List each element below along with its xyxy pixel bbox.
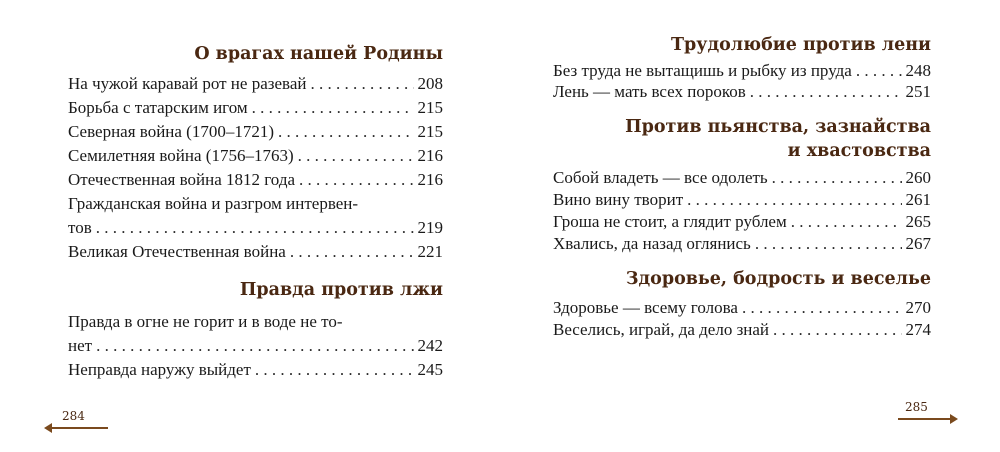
page-ref: 248 xyxy=(905,61,931,80)
page-ref: 216 xyxy=(417,170,443,189)
section-title: Против пьянства, зазнайства xyxy=(625,117,931,137)
toc-entry: Хвались, да назад оглянись . . . 267 xyxy=(553,233,931,255)
toc-entry: Здоровье — всему голова . . . 270 xyxy=(553,297,931,319)
toc-entry: Вино вину творит . . . 261 xyxy=(553,189,931,211)
toc-entry: Лень — мать всех пороков . . . 251 xyxy=(553,81,931,103)
toc-entry: Неправда наружу выйдет . . . 245 xyxy=(68,358,443,382)
toc-entry-line: Гражданская война и разгром интервен- xyxy=(68,194,359,213)
toc-entry: Великая Отечественная война . . . 221 xyxy=(68,240,443,264)
page-ref: 265 xyxy=(905,212,931,231)
page-ref: 215 xyxy=(417,122,443,141)
section-title: и хвастовства xyxy=(787,141,931,161)
page-ref: 245 xyxy=(417,360,443,379)
page-number: 284 xyxy=(62,409,85,423)
page-ref: 219 xyxy=(417,218,443,237)
page-ref: 216 xyxy=(417,146,443,165)
page-ref: 242 xyxy=(417,336,443,355)
page-ref: 270 xyxy=(905,298,931,317)
right-page xyxy=(553,33,931,341)
page-ref: 274 xyxy=(905,320,931,339)
toc-entry: Собой владеть — все одолеть . . . 260 xyxy=(553,167,931,189)
page-ref: 261 xyxy=(905,190,931,209)
toc-entry: На чужой каравай рот не разевай . . . 208 xyxy=(68,72,443,96)
rule-ornament xyxy=(950,414,958,424)
toc-entry: Северная война (1700–1721) . . . 215 xyxy=(68,120,443,144)
toc-entry: Без труда не вытащишь и рыбку из пруда . . . 248 xyxy=(553,60,931,81)
page-ref: 208 xyxy=(417,74,443,93)
page-ref: 251 xyxy=(905,82,931,101)
section-title: Трудолюбие против лени xyxy=(670,35,931,55)
left-page xyxy=(68,42,443,382)
page-ref: 221 xyxy=(417,242,443,261)
toc-entry: Гроша не стоит, а глядит рублем . . . 265 xyxy=(553,211,931,233)
toc-entry: нет . . . 242 xyxy=(68,334,443,358)
toc-entry-line: Правда в огне не горит и в воде не то- xyxy=(68,312,343,331)
toc-entry: Семилетняя война (1756–1763) . . . 216 xyxy=(68,144,443,168)
page-ref: 267 xyxy=(905,234,931,253)
section-title: О врагах нашей Родины xyxy=(194,44,443,64)
page-number: 285 xyxy=(905,400,928,414)
rule-ornament xyxy=(44,423,52,433)
page-ref: 260 xyxy=(905,168,931,187)
page-rule xyxy=(898,418,950,420)
section-title: Правда против лжи xyxy=(239,280,443,300)
toc-entry: тов . . . 219 xyxy=(68,216,443,240)
page-ref: 215 xyxy=(417,98,443,117)
toc-entry: Отечественная война 1812 года . . . 216 xyxy=(68,168,443,192)
toc-entry: Веселись, играй, да дело знай . . . 274 xyxy=(553,319,931,341)
section-title: Здоровье, бодрость и веселье xyxy=(625,269,931,289)
toc-entry: Борьба с татарским игом . . . 215 xyxy=(68,96,443,120)
page-rule xyxy=(50,427,108,429)
